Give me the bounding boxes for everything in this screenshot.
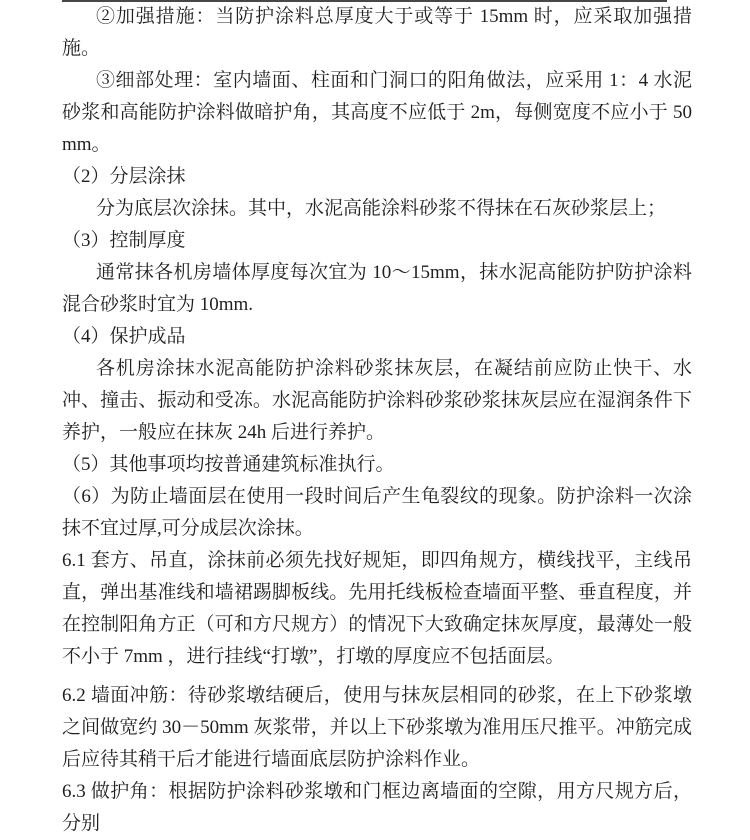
para-strengthen-measures: ②加强措施：当防护涂料总厚度大于或等于 15mm 时，应采取加强措施。 bbox=[62, 6, 692, 59]
heading-layered-plastering: （2）分层涂抹 bbox=[62, 166, 186, 187]
para-6-2-wall-screeding: 6.2 墙面冲筋：待砂浆墩结硬后，使用与抹灰层相同的砂浆，在上下砂浆墩之间做宽约 30－50mm 灰浆带，并以上下砂浆墩为准用压尺推平。冲筋完成后应待其稍干后才能进行墙面底层防护涂料作业。 bbox=[62, 685, 692, 770]
heading-protect-finished: （4）保护成品 bbox=[62, 326, 186, 347]
document-text-block bbox=[62, 1, 692, 840]
para-detail-treatment: ③细部处理：室内墙面、柱面和门洞口的阳角做法，应采用 1：4 水泥砂浆和高能防护涂料做暗护角，其高度不应低于 2m，每侧宽度不应小于 50mm。 bbox=[62, 70, 692, 155]
para-protect-finished: 各机房涂抹水泥高能防护涂料砂浆抹灰层，在凝结前应防止快干、水冲、撞击、振动和受冻。水泥高能防护涂料砂浆砂浆抹灰层应在湿润条件下养护，一般应在抹灰 24h 后进行养护。 bbox=[62, 358, 692, 443]
para-crack-prevention: （6）为防止墙面层在使用一段时间后产生龟裂纹的现象。防护涂料一次涂抹不宜过厚,可分成层次涂抹。 bbox=[62, 486, 692, 539]
para-other-matters: （5）其他事项均按普通建筑标准执行。 bbox=[62, 454, 395, 475]
para-6-1-squaring-plumbing: 6.1 套方、吊直，涂抹前必须先找好规矩，即四角规方，横线找平，主线吊直，弹出基准线和墙裙踢脚板线。先用托线板检查墙面平整、垂直程度，并在控制阳角方正（可和方尺规方）的情况下大致确定抹灰厚度，最薄处一般不小于 7mm ，进行挂线“打墩”，打墩的厚度应不包括面层。 bbox=[62, 550, 692, 667]
para-layered-plastering: 分为底层次涂抹。其中，水泥高能涂料砂浆不得抹在石灰砂浆层上； bbox=[96, 198, 667, 219]
para-6-3-corner-guards: 6.3 做护角：根据防护涂料砂浆墩和门框边离墙面的空隙，用方尺规方后，分别 bbox=[62, 781, 692, 834]
para-thickness-control: 通常抹各机房墙体厚度每次宜为 10～15mm，抹水泥高能防护防护涂料混合砂浆时宜为 10mm. bbox=[62, 262, 692, 315]
heading-thickness-control: （3）控制厚度 bbox=[62, 230, 186, 251]
